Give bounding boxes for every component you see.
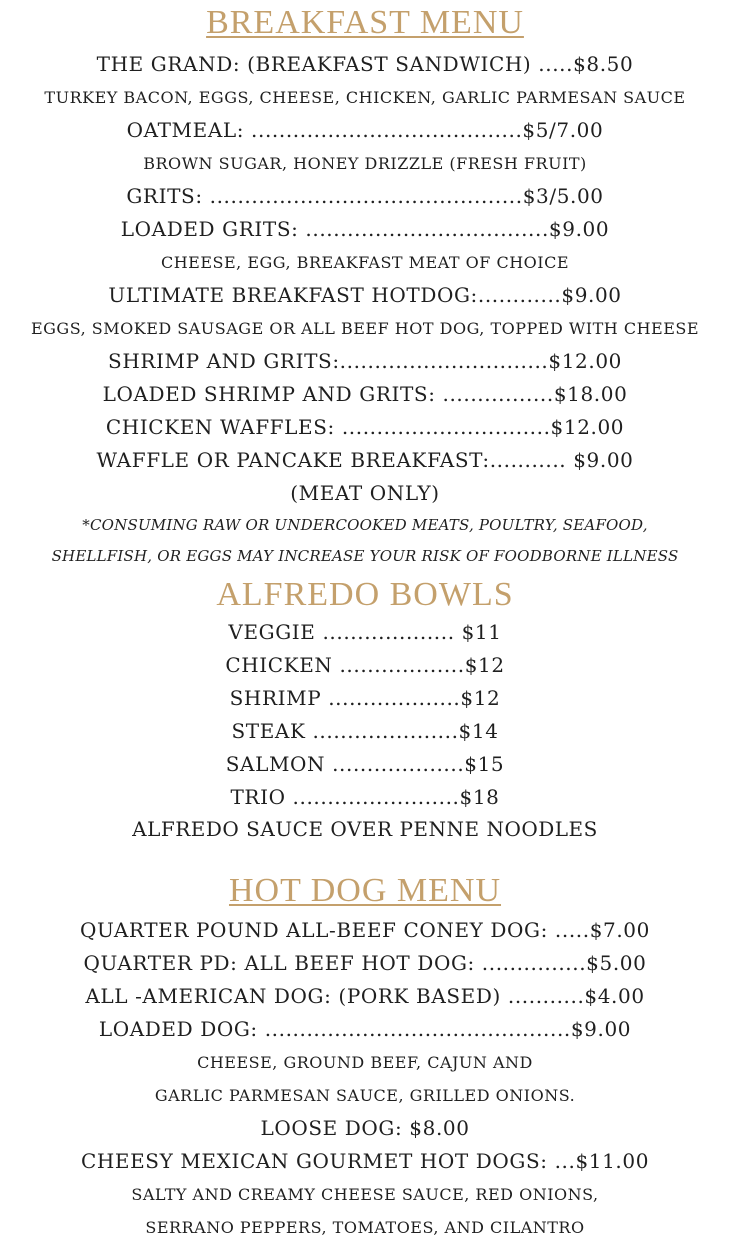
item-description: TURKEY BACON, EGGS, CHEESE, CHICKEN, GARLIC PARMESAN SAUCE (44, 88, 686, 107)
alfredo-section (0, 576, 730, 845)
menu-item: CHICKEN ..................$12 (225, 653, 505, 677)
menu-item: QUARTER PD: ALL BEEF HOT DOG: ...............$5.00 (83, 951, 647, 975)
item-description: SALTY AND CREAMY CHEESE SAUCE, RED ONIONS, (131, 1185, 599, 1204)
menu-item: SHRIMP AND GRITS:..............................$12.00 (108, 349, 622, 373)
item-description: CHEESE, EGG, BREAKFAST MEAT OF CHOICE (160, 253, 570, 272)
menu-item: VEGGIE ................... $11 (228, 620, 502, 644)
hotdog-section (0, 872, 730, 1244)
item-description: EGGS, SMOKED SAUSAGE OR ALL BEEF HOT DOG, TOPPED WITH CHEESE (30, 319, 700, 338)
menu-item: SHRIMP ...................$12 (229, 686, 501, 710)
menu-item: CHEESY MEXICAN GOURMET HOT DOGS: ...$11.00 (80, 1149, 650, 1173)
menu-item: QUARTER POUND ALL-BEEF CONEY DOG: .....$7.00 (80, 918, 650, 942)
menu-item: LOOSE DOG: $8.00 (260, 1116, 470, 1140)
alfredo-footer: ALFREDO SAUCE OVER PENNE NOODLES (132, 817, 598, 841)
menu-item: TRIO ........................$18 (230, 785, 500, 809)
item-description: BROWN SUGAR, HONEY DRIZZLE (FRESH FRUIT) (143, 154, 587, 173)
menu-item-note: (MEAT ONLY) (290, 481, 440, 505)
menu-item: SALMON ...................$15 (225, 752, 505, 776)
menu-item: LOADED GRITS: ...................................$9.00 (120, 217, 610, 241)
menu-item: WAFFLE OR PANCAKE BREAKFAST:........... $9.00 (96, 448, 634, 472)
item-description: GARLIC PARMESAN SAUCE, GRILLED ONIONS. (154, 1086, 576, 1105)
menu-item: THE GRAND: (BREAKFAST SANDWICH) .....$8.50 (96, 52, 634, 76)
menu-item: ULTIMATE BREAKFAST HOTDOG:............$9.00 (108, 283, 622, 307)
breakfast-title: BREAKFAST MENU (206, 4, 524, 41)
menu-item: OATMEAL: .......................................$5/7.00 (126, 118, 604, 142)
menu-item: GRITS: .............................................$3/5.00 (126, 184, 604, 208)
disclaimer-line: *CONSUMING RAW OR UNDERCOOKED MEATS, POULTRY, SEAFOOD, (82, 516, 648, 534)
hotdog-title: HOT DOG MENU (228, 872, 502, 909)
menu-item: CHICKEN WAFFLES: ..............................$12.00 (105, 415, 625, 439)
menu-item: ALL -AMERICAN DOG: (PORK BASED) ...........$4.00 (85, 984, 645, 1008)
breakfast-section (0, 4, 730, 572)
item-description: SERRANO PEPPERS, TOMATOES, AND CILANTRO (145, 1218, 585, 1237)
menu-item: LOADED SHRIMP AND GRITS: ................$18.00 (102, 382, 628, 406)
menu-item: LOADED DOG: ............................................$9.00 (98, 1017, 632, 1041)
disclaimer-line: SHELLFISH, OR EGGS MAY INCREASE YOUR RISK OF FOODBORNE ILLNESS (51, 547, 679, 565)
item-description: CHEESE, GROUND BEEF, CAJUN AND (197, 1053, 533, 1072)
alfredo-title: ALFREDO BOWLS (216, 576, 514, 613)
menu-item: STEAK .....................$14 (231, 719, 499, 743)
